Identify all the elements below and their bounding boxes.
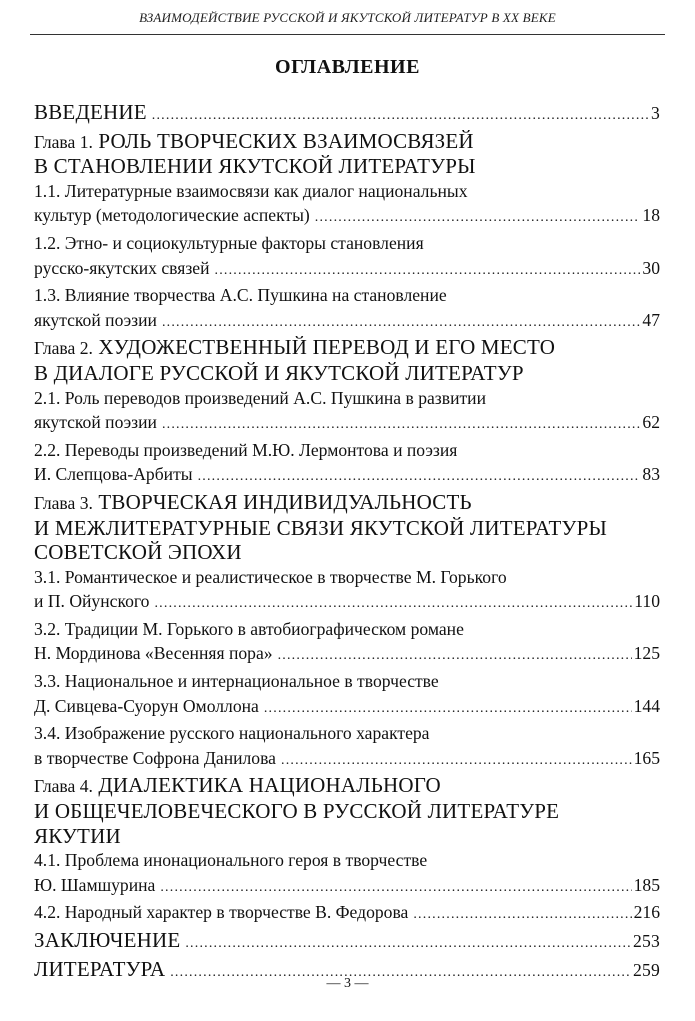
toc-entry-conclusion[interactable] [34, 928, 660, 957]
toc-entry-3-2[interactable] [34, 617, 660, 642]
chapter-1-heading-cont [34, 154, 660, 179]
dot-leader [160, 876, 631, 901]
toc-entry-title: 4.1. Проблема инонационального героя в творчестве [34, 850, 428, 871]
chapter-1-heading[interactable] [34, 129, 660, 155]
chapter-title-line: В ДИАЛОГЕ РУССКОЙ И ЯКУТСКОЙ ЛИТЕРАТУР [34, 360, 524, 385]
chapter-3-heading-cont [34, 516, 660, 541]
toc-entry-title: ЛИТЕРАТУРА [34, 956, 166, 981]
dot-leader [162, 413, 640, 438]
toc-entry-2-2-cont[interactable] [34, 462, 660, 490]
toc-entry-1-2-cont[interactable] [34, 256, 660, 284]
toc-entry-4-1-cont[interactable] [34, 873, 660, 901]
dot-leader [264, 697, 632, 722]
toc-entry-title: 1.3. Влияние творчества А.С. Пушкина на становление [34, 285, 447, 306]
chapter-title-line: ДИАЛЕКТИКА НАЦИОНАЛЬНОГО [98, 773, 441, 798]
toc-entry-title: 2.1. Роль переводов произведений А.С. Пушкина в развитии [34, 387, 486, 408]
toc-entry-title: в творчестве Софрона Данилова [34, 747, 276, 768]
dot-leader [152, 104, 649, 129]
header-rule [30, 34, 665, 35]
page-number: 125 [633, 643, 660, 664]
chapter-prefix: Глава 2. [34, 338, 93, 359]
dot-leader [198, 465, 641, 490]
toc-entry-title: И. Слепцова-Арбиты [34, 464, 193, 485]
dot-leader [315, 206, 641, 231]
toc-entry-title: Н. Мординова «Весенняя пора» [34, 643, 273, 664]
toc-entry-3-4-cont[interactable] [34, 746, 660, 774]
toc-entry-title: ВВЕДЕНИЕ [34, 100, 147, 124]
chapter-title-line: И МЕЖЛИТЕРАТУРНЫЕ СВЯЗИ ЯКУТСКОЙ ЛИТЕРАТУРЫ [34, 515, 607, 540]
page-number: 47 [642, 309, 660, 330]
toc-entry-title: и П. Ойунского [34, 591, 150, 612]
toc-entry-1-1-cont[interactable] [34, 203, 660, 231]
toc-entry-3-3-cont[interactable] [34, 694, 660, 722]
toc-entry-title: ЗАКЛЮЧЕНИЕ [34, 928, 181, 952]
chapter-2-heading-cont [34, 361, 660, 386]
toc-entry-title: 1.1. Литературные взаимосвязи как диалог национальных [34, 180, 468, 201]
dot-leader [413, 903, 631, 928]
dot-leader [278, 644, 632, 669]
toc-entry-title: 1.2. Этно- и социокультурные факторы становления [34, 232, 424, 253]
chapter-2-heading[interactable] [34, 335, 660, 361]
page-number: 3 [651, 103, 660, 123]
chapter-prefix: Глава 4. [34, 776, 93, 797]
toc-entry-title: культур (методологические аспекты) [34, 205, 310, 226]
page-number: 144 [633, 695, 660, 716]
chapter-prefix: Глава 3. [34, 492, 93, 513]
chapter-title-line: ХУДОЖЕСТВЕННЫЙ ПЕРЕВОД И ЕГО МЕСТО [98, 335, 556, 360]
toc-entry-2-2[interactable] [34, 438, 660, 463]
chapter-title-line: ЯКУТИИ [34, 823, 121, 848]
toc-entry-title: 2.2. Переводы произведений М.Ю. Лермонтова и поэзия [34, 439, 458, 460]
chapter-4-heading-cont-2 [34, 824, 660, 849]
toc-entry-1-3-cont[interactable] [34, 308, 660, 336]
toc-entry-title: Ю. Шамшурина [34, 874, 156, 895]
toc-entry-title: 3.4. Изображение русского национального характера [34, 723, 430, 744]
page-number: 110 [634, 591, 660, 612]
toc-entry-4-2[interactable] [34, 900, 660, 928]
table-of-contents [34, 100, 660, 985]
page-number: 259 [633, 959, 660, 980]
page-number: 165 [633, 747, 660, 768]
dot-leader [215, 259, 641, 284]
toc-entry-3-2-cont[interactable] [34, 641, 660, 669]
chapter-prefix: Глава 1. [34, 131, 93, 152]
toc-entry-3-1[interactable] [34, 565, 660, 590]
page-number: 216 [633, 902, 660, 923]
toc-entry-1-2[interactable] [34, 231, 660, 256]
chapter-title-line: И ОБЩЕЧЕЛОВЕЧЕСКОГО В РУССКОЙ ЛИТЕРАТУРЕ [34, 799, 560, 824]
toc-entry-title: 3.1. Романтическое и реалистическое в творчестве М. Горького [34, 566, 507, 587]
chapter-3-heading-cont-2 [34, 540, 660, 565]
page-number: 253 [633, 931, 660, 951]
toc-entry-3-1-cont[interactable] [34, 589, 660, 617]
chapter-4-heading[interactable] [34, 773, 660, 799]
page-number: 18 [642, 205, 660, 226]
dot-leader [154, 592, 632, 617]
dot-leader [185, 932, 631, 957]
page-title: ОГЛАВЛЕНИЕ [275, 56, 420, 78]
chapter-title-line: РОЛЬ ТВОРЧЕСКИХ ВЗАИМОСВЯЗЕЙ [98, 128, 474, 153]
toc-entry-title: 3.3. Национальное и интернациональное в творчестве [34, 671, 439, 692]
chapter-3-heading[interactable] [34, 490, 660, 516]
running-head: ВЗАИМОДЕЙСТВИЕ РУССКОЙ И ЯКУТСКОЙ ЛИТЕРАТУР В XX ВЕКЕ [139, 10, 556, 25]
toc-entry-4-1[interactable] [34, 848, 660, 873]
page-number: 30 [642, 257, 660, 278]
chapter-title-line: В СТАНОВЛЕНИИ ЯКУТСКОЙ ЛИТЕРАТУРЫ [34, 154, 476, 179]
toc-entry-title: Д. Сивцева-Суорун Омоллона [34, 695, 259, 716]
toc-entry-3-3[interactable] [34, 669, 660, 694]
chapter-4-heading-cont [34, 799, 660, 824]
page-number: 83 [642, 464, 660, 485]
toc-entry-1-1[interactable] [34, 179, 660, 204]
dot-leader [281, 749, 632, 774]
chapter-title-line: ТВОРЧЕСКАЯ ИНДИВИДУАЛЬНОСТЬ [98, 489, 472, 514]
page-number: 185 [633, 874, 660, 895]
dot-leader [162, 311, 640, 336]
toc-entry-2-1-cont[interactable] [34, 410, 660, 438]
toc-entry-title: якутской поэзии [34, 309, 157, 330]
toc-entry-introduction[interactable] [34, 100, 660, 129]
toc-entry-3-4[interactable] [34, 721, 660, 746]
toc-entry-title: 3.2. Традиции М. Горького в автобиографическом романе [34, 618, 464, 639]
page-number: 62 [642, 412, 660, 433]
toc-entry-title: русско-якутских связей [34, 257, 210, 278]
chapter-title-line: СОВЕТСКОЙ ЭПОХИ [34, 540, 242, 565]
toc-entry-2-1[interactable] [34, 386, 660, 411]
toc-entry-title: якутской поэзии [34, 412, 157, 433]
toc-entry-title: 4.2. Народный характер в творчестве В. Федорова [34, 902, 409, 923]
toc-entry-1-3[interactable] [34, 283, 660, 308]
page-folio: — 3 — [326, 976, 369, 991]
